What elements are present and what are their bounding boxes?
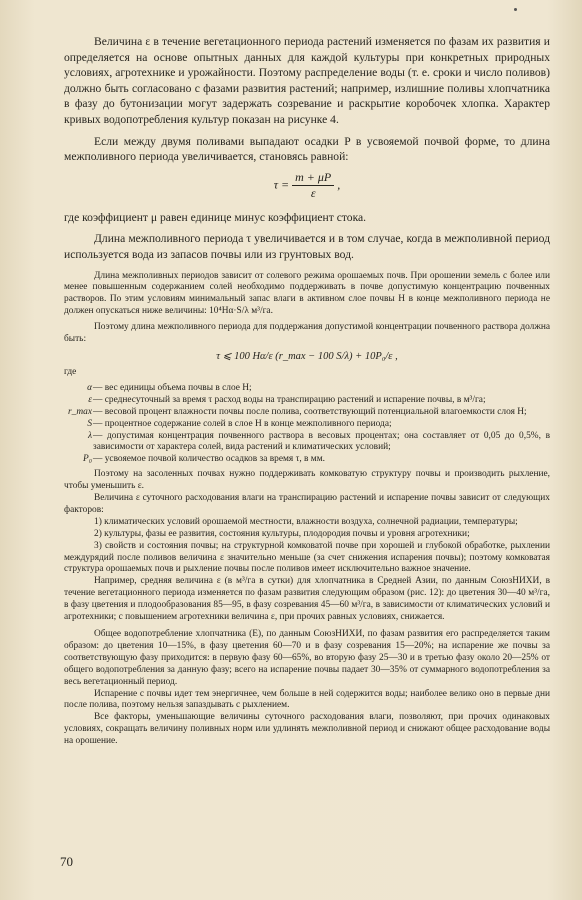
formula-tau-denominator: ε [310, 185, 316, 200]
definition-text: — вес единицы объема почвы в слое H; [93, 382, 252, 393]
definition-symbol: P₀ [83, 454, 92, 465]
speck-mark [514, 8, 517, 11]
definition-item [64, 419, 550, 431]
definition-text: — среднесуточный за время τ расход воды на транспирацию растений и испарение почвы, в м³/га; [93, 394, 486, 405]
definition-intro: где [64, 366, 77, 377]
text-column [64, 34, 550, 748]
paragraph-10: 2) культуры, фазы ее развития, состояния культуры, плодородия почвы и уровня агротехники; [94, 528, 470, 539]
paragraph-3: где коэффициент μ равен единице минус коэффициент стока. [64, 210, 367, 224]
definition-item [64, 454, 550, 466]
formula-tau-max: τ ⩽ 100 Hα/ε (r_max − 100 S/λ) + 10P₀/ε , [216, 350, 398, 362]
definition-item [64, 431, 550, 455]
formula-tau-lhs: τ = [273, 177, 290, 191]
paragraph-7: Поэтому на засоленных почвах нужно поддерживать комковатую структуру почвы и производить рыхление, чтобы уменьшить ε. [64, 469, 550, 492]
definition-symbol: λ [87, 430, 92, 441]
definition-text: — процентное содержание солей в слое H в конце межполивного периода; [93, 418, 392, 429]
paragraph-6: Поэтому длина межполивного периода для поддержания допустимой концентрации почвенного раствора должна быть: [64, 322, 550, 345]
definition-item [64, 395, 550, 407]
formula-tau-tail: , [337, 177, 341, 191]
formula-tau-numerator: m + μP [292, 170, 334, 186]
definition-list [64, 383, 550, 466]
definition-text: — весовой процент влажности почвы после полива, соответствующий потенциальной влагоемкости слоя H; [93, 406, 527, 417]
paragraph-1: Величина ε в течение вегетационного периода растений изменяется по фазам их развития и определяется на основе опытных данных для каждой культуры при конкретных природных условиях, агротехнике и урожайности. Поэтому распределение воды (т. е. сроки и число поливов) должно быть согласовано с фазами развития растений; например, излишние поливы хлопчатника в фазу до бутонизации могут задержать созревание и раскрытие коробочек хлопка. Характер кривых водопотребления культур показан на рисунке 4. [64, 35, 550, 126]
formula-tau [64, 170, 550, 201]
definition-symbol: α [87, 382, 92, 393]
definition-symbol: r_max [68, 406, 92, 417]
definition-item [64, 407, 550, 419]
paragraph-8: Величина ε суточного расходования влаги на транспирацию растений и испарение почвы зависит от следующих факторов: [64, 493, 550, 515]
definition-symbol: ε [88, 394, 92, 405]
paragraph-5: Длина межполивных периодов зависит от солевого режима орошаемых почв. При орошении земель с более или менее повышенным содержанием солей необходимо поддерживать в почве допустимую концентрацию почвенных растворов. По этим условиям минимальный запас влаги в активном слое почвы H в конце межполивного периода не должен опускаться ниже величины: 10⁴Hα·S/λ м³/га. [64, 270, 550, 317]
formula-tau-fraction [292, 170, 334, 201]
paragraph-14: Испарение с почвы идет тем энергичнее, чем больше в ней содержится воды; наиболее велико оно в первые дни после полива, поэтому нельзя запаздывать с рыхлением. [64, 688, 550, 711]
paragraph-11: 3) свойств и состояния почвы; на структурной комковатой почве при хорошей и глубокой обработке, рыхлении междурядий после поливов величина ε значительно меньше (за счет снижения испарения почвы); поэтому комковатая структура орошаемых почв и рыхление почвы после поливов имеет исключительно важное значение. [64, 540, 550, 575]
definition-symbol: S [87, 418, 92, 429]
paragraph-12: Например, средняя величина ε (в м³/га в сутки) для хлопчатника в Средней Азии, по данным СоюзНИХИ, в течение вегетационного периода изменяется по фазам развития следующим образом (рис. 12): до цветения 30—40 м³/га, в фазу цветения и плодообразования 85—95, в фазу созревания 45—60 м³/га, в зависимости от климатических условий и агротехники; с повышением агротехники величина ε, при прочих равных условиях, снижается. [64, 576, 550, 623]
definition-item [64, 383, 550, 395]
page-number: 70 [60, 854, 73, 869]
definition-text: — допустимая концентрация почвенного раствора в весовых процентах; она составляет от 0,05 до 0,5%, в зависимости от характера солей, вида растений и климатических условий; [93, 430, 550, 453]
paragraph-15: Все факторы, уменьшающие величины суточного расходования влаги, позволяют, при прочих одинаковых условиях, сокращать величину поливных норм или удлинять межполивной период и снижают общее расходование воды на орошение. [64, 712, 550, 747]
definition-text: — усвояемое почвой количество осадков за время τ, в мм. [93, 454, 326, 465]
paragraph-9: 1) климатических условий орошаемой местности, влажности воздуха, солнечной радиации, температуры; [94, 516, 518, 527]
paragraph-2: Если между двумя поливами выпадают осадки P в усвояемой почвой форме, то длина межполивного периода увеличивается, становясь равной: [64, 134, 550, 164]
paragraph-4: Длина межполивного периода τ увеличивается и в том случае, когда в межполивной период используется вода из запасов почвы или из грунтовых вод. [64, 232, 550, 261]
paragraph-13: Общее водопотребление хлопчатника (E), по данным СоюзНИХИ, по фазам развития его распределяется таким образом: до цветения 10—15%, в фазу цветения 60—70 и в фазу созревания 15—20%; на испарение же почвы за соответствующую фазу приходится: в первую фазу 60—65%, во вторую фазу 25—30 и в третью фазу около 20—25% от общего водопотребления за данную фазу; всего на испарение почвы падает 30—35% от суммарного водопотребления за весь вегетационный период. [64, 629, 550, 687]
